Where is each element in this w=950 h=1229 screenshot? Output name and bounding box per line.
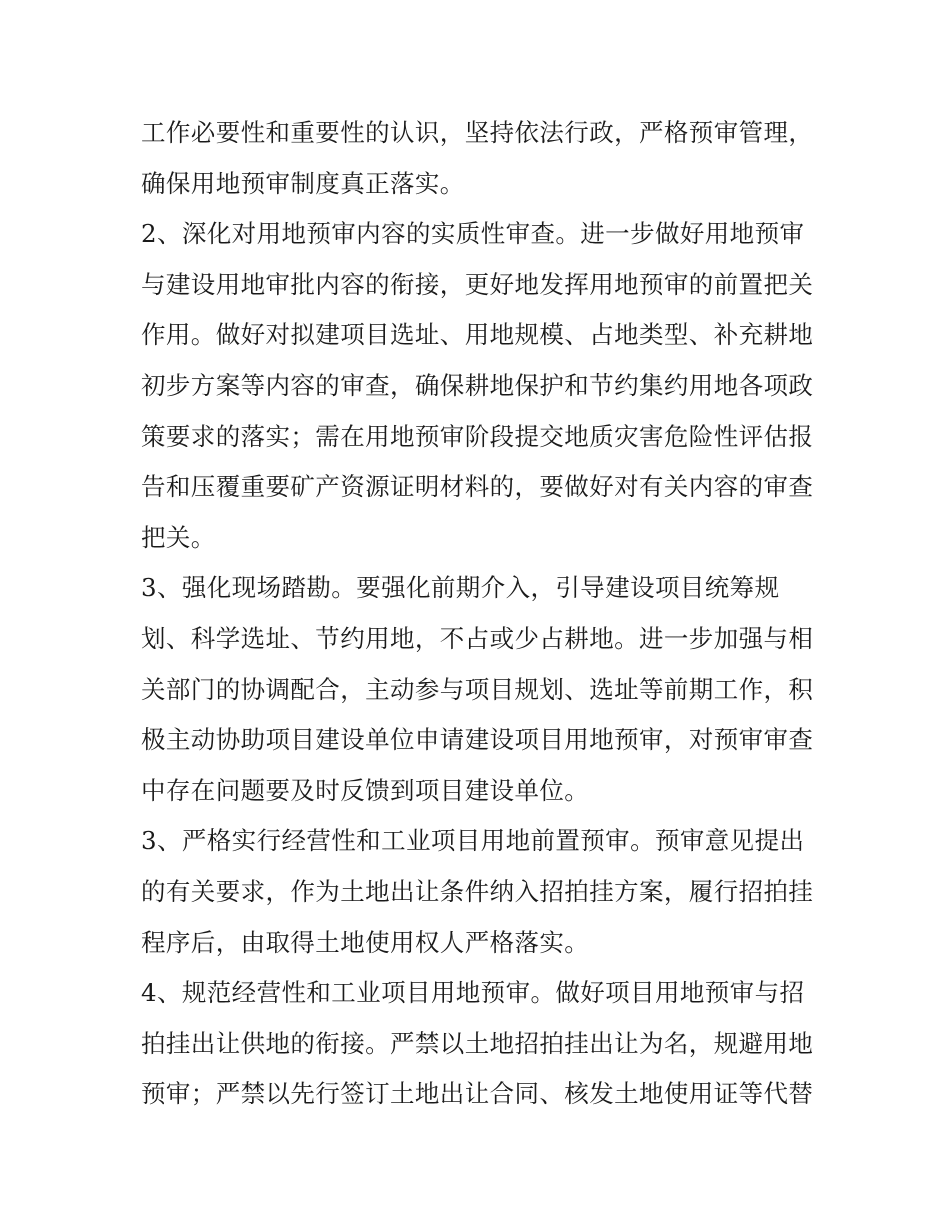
text-line: 初步方案等内容的审查，确保耕地保护和节约集约用地各项政: [141, 370, 814, 400]
text-line: 程序后，由取得土地使用权人严格落实。: [141, 927, 590, 957]
text-line: 2、深化对用地预审内容的实质性审查。进一步做好用地预审: [141, 219, 805, 249]
body-text: [141, 108, 821, 1120]
text-line: 工作必要性和重要性的认识，坚持依法行政，严格预审管理，: [141, 118, 814, 147]
text-line: 与建设用地审批内容的衔接，更好地发挥用地预审的前置把关: [141, 269, 814, 299]
text-line: 告和压覆重要矿产资源证明材料的，要做好对有关内容的审查: [141, 472, 814, 502]
text-line: 的有关要求，作为土地出让条件纳入招拍挂方案，履行招拍挂: [141, 876, 814, 906]
text-line: 作用。做好对拟建项目选址、用地规模、占地类型、补充耕地: [141, 320, 814, 350]
text-line: 拍挂出让供地的衔接。严禁以土地招拍挂出让为名，规避用地: [141, 1028, 814, 1058]
text-line: 把关。: [141, 522, 216, 552]
text-line: 中存在问题要及时反馈到项目建设单位。: [141, 775, 590, 805]
text-line: 关部门的协调配合，主动参与项目规划、选址等前期工作，积: [141, 674, 814, 704]
text-line: 4、规范经营性和工业项目用地预审。做好项目用地预审与招: [141, 978, 805, 1008]
text-line: 3、严格实行经营性和工业项目用地前置预审。预审意见提出: [141, 826, 805, 856]
text-line: 确保用地预审制度真正落实。: [141, 168, 465, 198]
text-line: 极主动协助项目建设单位申请建设项目用地预审，对预审审查: [141, 725, 814, 755]
text-line: 3、强化现场踏勘。要强化前期介入，引导建设项目统筹规: [141, 573, 780, 603]
text-line: 策要求的落实；需在用地预审阶段提交地质灾害危险性评估报: [141, 421, 814, 451]
text-line: 预审；严禁以先行签订土地出让合同、核发土地使用证等代替: [141, 1079, 814, 1109]
text-line: 划、科学选址、节约用地，不占或少占耕地。进一步加强与相: [141, 623, 814, 653]
